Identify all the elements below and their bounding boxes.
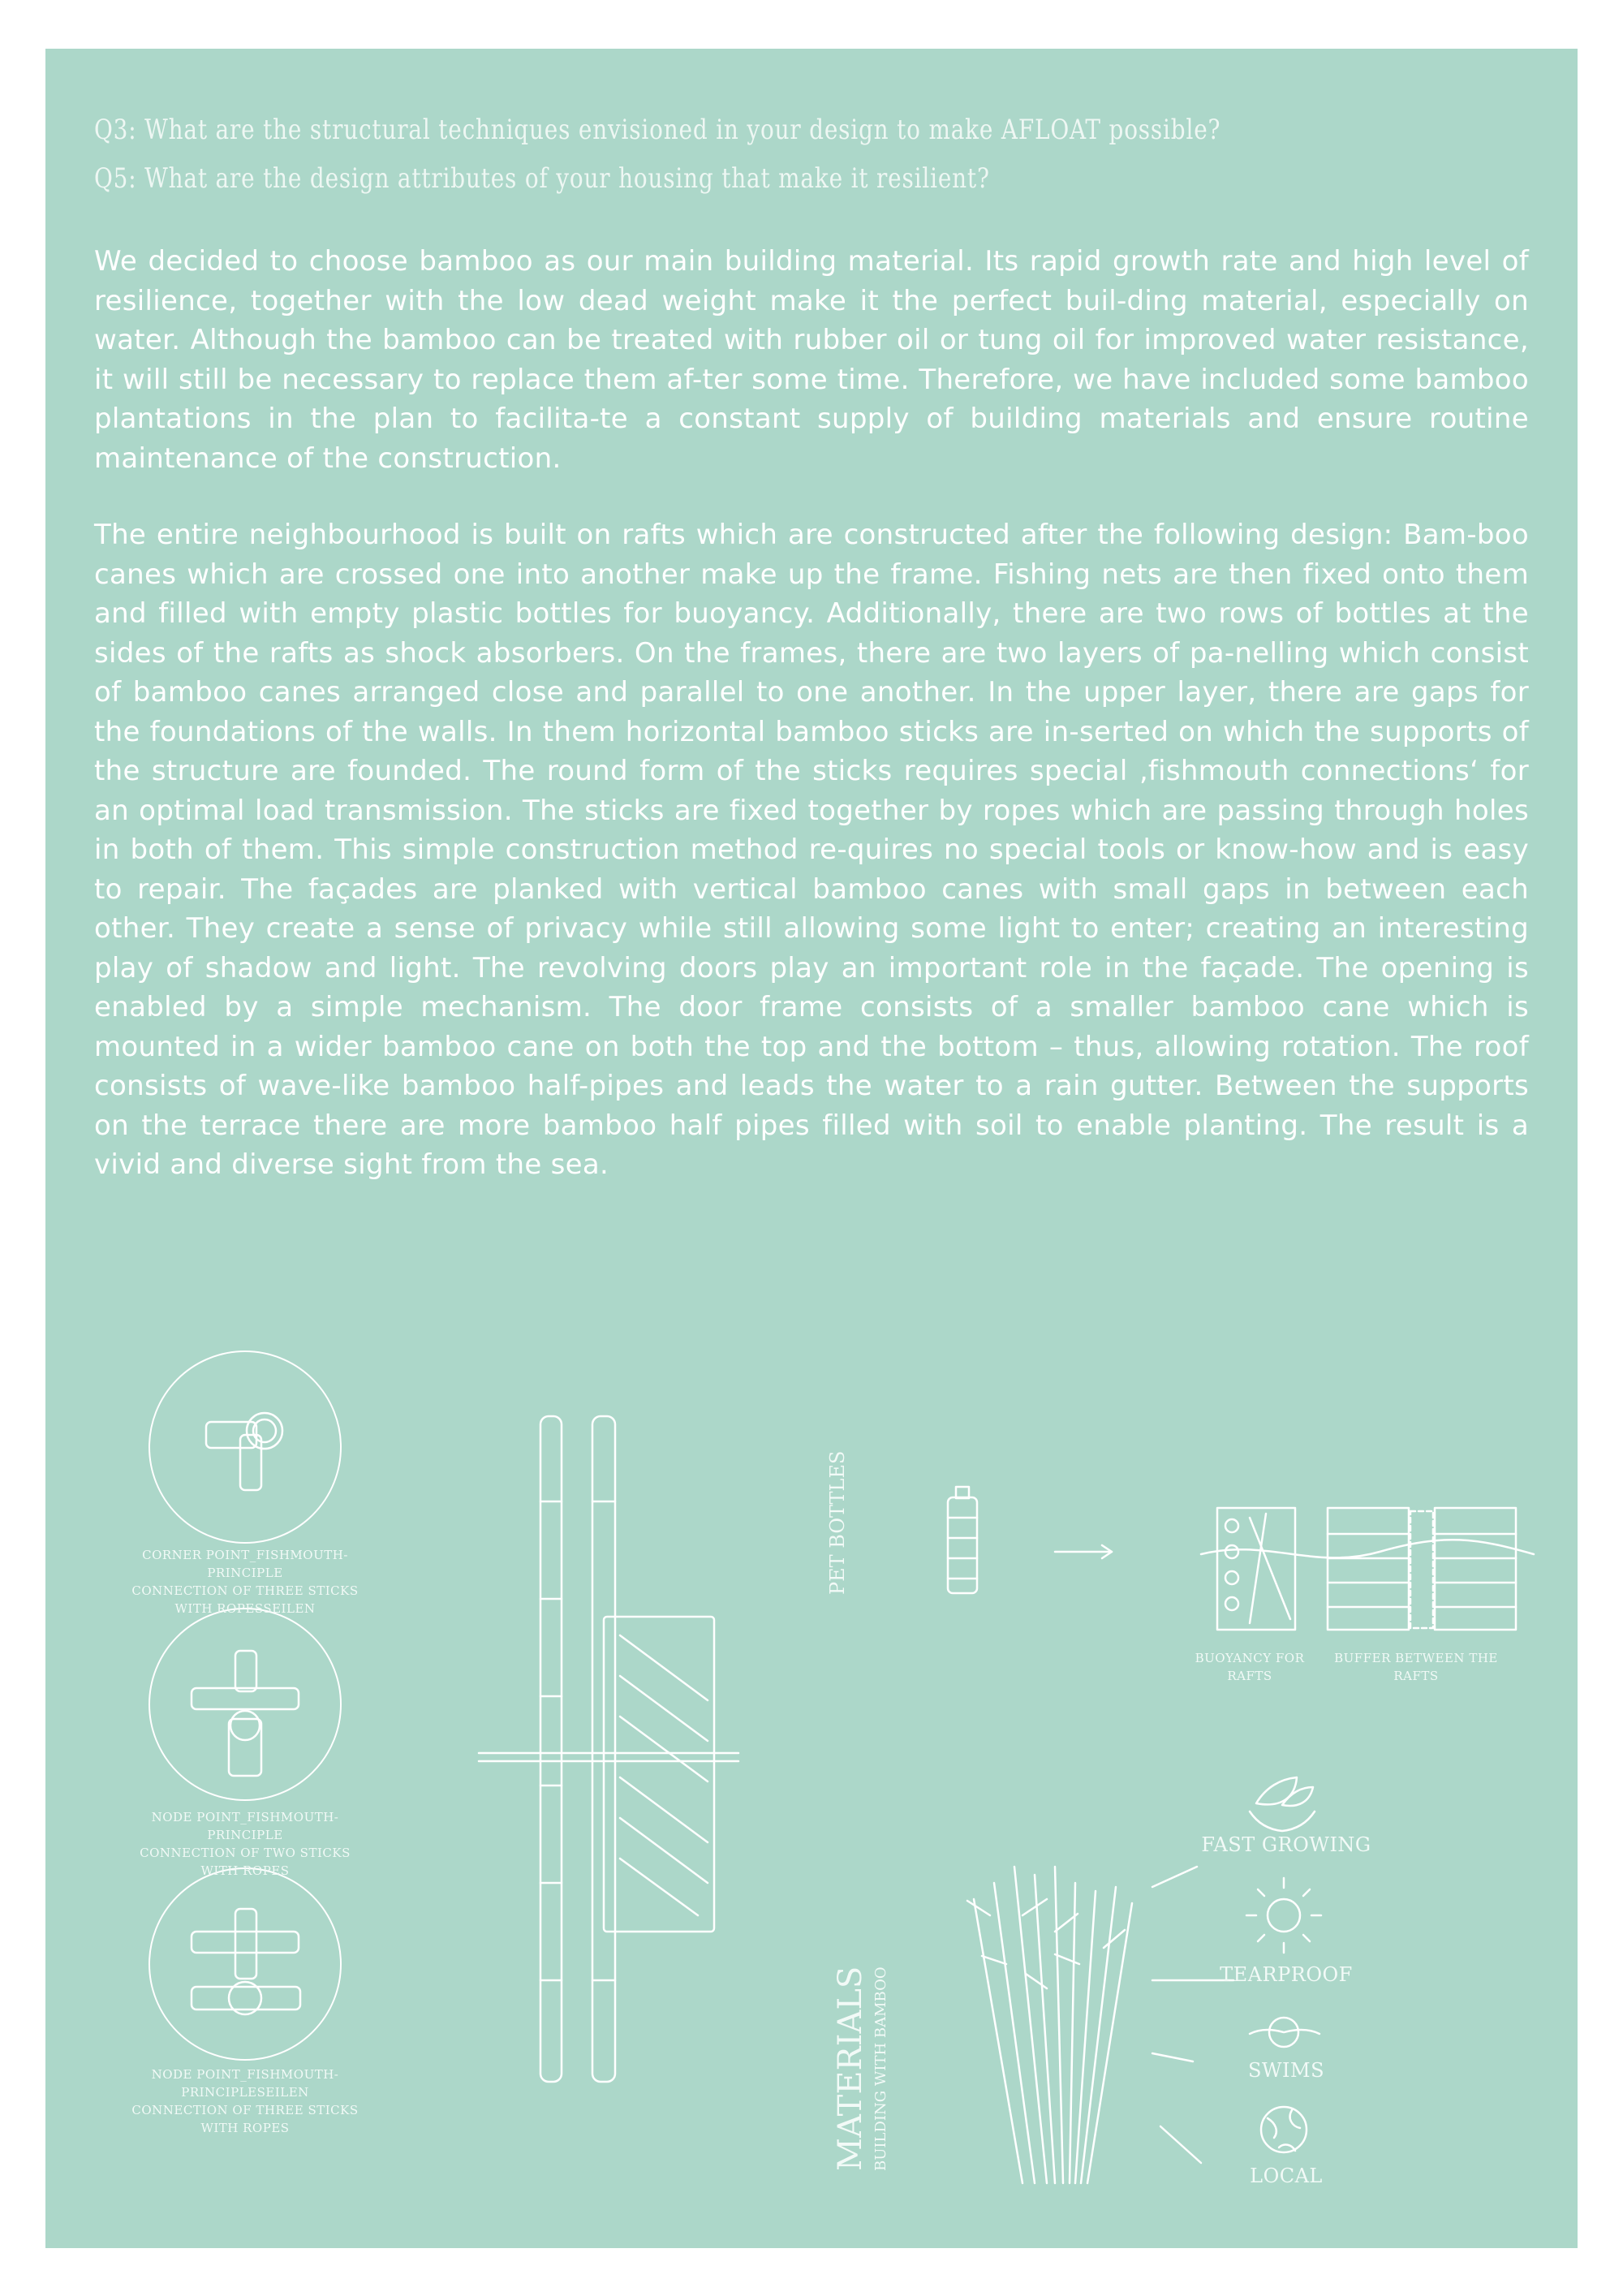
node-three-sticks-diagram xyxy=(149,1868,341,2060)
node-two-sticks-diagram xyxy=(149,1609,341,1800)
node-two-sticks-label xyxy=(123,1808,367,1880)
node2-label-line2: CONNECTION OF TWO STICKS WITH ROPES xyxy=(140,1846,351,1878)
node2-label-line1: NODE POINT_FISHMOUTH-PRINCIPLE xyxy=(151,1810,339,1842)
local-label: LOCAL xyxy=(1250,2165,1323,2187)
fast-growing-label: FAST GROWING xyxy=(1201,1833,1371,1856)
question-q5: Q5: What are the design attributes of your housing that make it resilient? xyxy=(94,162,990,195)
swims-label: SWIMS xyxy=(1247,2059,1325,2082)
globe-icon xyxy=(1261,2107,1307,2152)
pet-bottles-title: PET BOTTLES xyxy=(826,1450,849,1595)
node3-label-line1: NODE POINT_FISHMOUTH-PRINCIPLESEILEN xyxy=(151,2067,339,2100)
buffer-label: BUFFER BETWEEN THE RAFTS xyxy=(1334,1651,1498,1683)
wall-section-diagram xyxy=(479,1416,738,2082)
buoyancy-label: BUOYANCY FOR RAFTS xyxy=(1195,1651,1305,1683)
corner-connection-label xyxy=(123,1546,367,1618)
pet-bottle-diagram xyxy=(948,1487,977,1593)
paragraph-material: We decided to choose bamboo as our main building material. Its rapid growth rate and high level of resilience, together with the low dead weight make it the perfect buil-ding material, especially on water. Although the bamboo can be treated with rubber oil or tung oil for improved water resistance, it will still be necessary to replace them af-ter some time. Therefore, we have included some bamboo plantations in the plan to facilita-te a constant supply of building materials and ensure routine maintenance of the construction. xyxy=(94,245,1529,475)
paragraph-rafts: The entire neighbourhood is built on rafts which are constructed after the following design: Bam-boo canes which are crossed one into another make up the frame. Fishing nets are then fixed onto them and filled with empty plastic bottles for buoyancy. Additionally, there are two rows of bottles at the sides of the rafts as shock absorbers. On the frames, there are two layers of pa-nelling which consist of bamboo canes arranged close and parallel to one another. In the upper layer, there are gaps for the foundations of the walls. In them horizontal bamboo sticks are in-serted on which the supports of the structure are founded. The round form of the sticks requires special ‚fishmouth connections‘ for an optimal load transmission. The sticks are fixed together by ropes which are passing through holes in both of them. This simple construction method re-quires no special tools or know-how and is easy to repair. The façades are planked with vertical bamboo canes with small gaps in between each other. They create a sense of privacy while still allowing some light to enter; creating an interesting play of shadow and light. The revolving doors play an important role in the façade. The opening is enabled by a simple mechanism. The door frame consists of a smaller bamboo cane which is mounted in a wider bamboo cane on both the top and the bottom – thus, allowing rotation. The roof consists of wave-like bamboo half-pipes and leads the water to a rain gutter. Between the supports on the terrace there are more bamboo half pipes filled with soil to enable planting. The result is a vivid and diverse sight from the sea. xyxy=(94,519,1529,1181)
materials-title: MATERIALS xyxy=(832,1966,869,2171)
tearproof-label: TEARPROOF xyxy=(1220,1963,1353,1986)
materials-subtitle: BUILDING WITH BAMBOO xyxy=(872,1966,889,2171)
rafts-diagram xyxy=(1201,1508,1534,1630)
sun-tear-icon xyxy=(1246,1878,1321,1953)
arrow-icon xyxy=(1055,1545,1112,1558)
corner-label-line2: CONNECTION OF THREE STICKS WITH ROPESSEILEN xyxy=(131,1583,359,1616)
corner-connection-diagram xyxy=(149,1351,341,1543)
node-three-sticks-label xyxy=(123,2066,367,2137)
corner-label-line1: CORNER POINT_FISHMOUTH-PRINCIPLE xyxy=(142,1548,348,1580)
question-q3: Q3: What are the structural techniques envisioned in your design to make AFLOAT possible? xyxy=(94,114,1221,146)
leaf-hands-icon xyxy=(1250,1777,1315,1831)
node3-label-line2: CONNECTION OF THREE STICKS WITH ROPES xyxy=(131,2103,359,2135)
connector-lines xyxy=(1152,1867,1233,2163)
bamboo-bundle-diagram xyxy=(967,1867,1132,2183)
floating-ball-icon xyxy=(1250,2018,1319,2047)
